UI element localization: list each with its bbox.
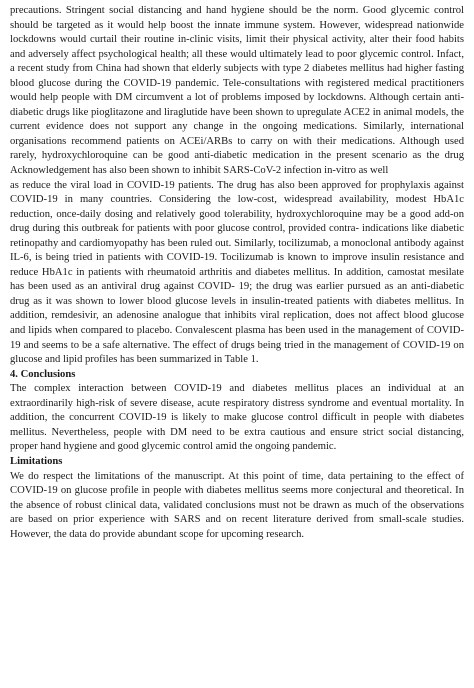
section-heading-conclusions: 4. Conclusions <box>10 368 76 380</box>
body-paragraph-viral-load: as reduce the viral load in COVID-19 patients. The drug has also been approved for prophylaxis against COVID-19 in many countries. Considering the low-cost, widespread availability, modest HbA1c reduction, once-daily dosing and relatively good tolerability, hydroxychloroquine may be a good add-on drug during this outbreak for patients with poor glucose control, provided contra- indications like diabetic retinopathy and cardiomyopathy has been ruled out. Similarly, tocilizumab, a monoclonal antibody against IL-6, is being tried in patients with COVID-19. Tocilizumab is known to improve insulin resistance and reduce HbA1c in patients with rheumatoid arthritis and diabetes mellitus. In addition, camostat mesilate has been used as an antiviral drug against COVID- 19; the drug was earlier pursued as an anti-diabetic drug as it was shown to lower blood glucose levels in insulin-treated patients with diabetes mellitus. In addition, remdesivir, an adenosine analogue that inhibits viral replication, does not affect blood glucose and lipids when compared to placebo. Convalescent plasma has been used in the management of COVID-19 and seems to be a safe alternative. The effect of drugs being tried in the management of COVID-19 on glucose and lipid profiles has been summarized in Table 1. <box>10 179 464 366</box>
section-heading-limitations: Limitations <box>10 455 63 467</box>
body-paragraph-precautions: precautions. Stringent social distancing and hand hygiene should be the norm. Good glycemic control should be targeted as it would help boost the innate immune system. However, widespread nationwide lockdowns would curtail their routine in-clinic visits, limit their physical activity, alter their food habits and adversely affect psychological health; all these would ultimately lead to poor glycemic control. Infact, a recent study from China had shown that elderly subjects with type 2 diabetes mellitus had higher fasting blood glucose during the COVID-19 pandemic. Tele-consultations with registered medical practitioners would help people with DM circumvent a lot of problems imposed by lockdowns. Although certain anti-diabetic drugs like pioglitazone and liraglutide have been shown to upregulate ACE2 in animal models, the current evidence does not support any change in the ongoing medications. Similarly, international organisations recommend patients on ACEi/ARBs to carry on with their medications. Although used rarely, hydroxychloroquine can be good anti-diabetic medication in the present scenario as the drug Acknowledgement has also been shown to inhibit SARS-CoV-2 infection in-vitro as well <box>10 5 464 177</box>
body-paragraph-conclusions: The complex interaction between COVID-19 and diabetes mellitus places an individual at an extraordinarily high-risk of severe disease, acute respiratory distress syndrome and eventual mortality. In addition, the concurrent COVID-19 is likely to make glucose control difficult in people with diabetes mellitus. Nevertheless, people with DM need to be extra cautious and ensure strict social distancing, proper hand hygiene and good glycemic control amid the ongoing pandemic. <box>10 383 464 453</box>
body-paragraph-limitations: We do respect the limitations of the manuscript. At this point of time, data pertaining to the effect of COVID-19 on glucose profile in people with diabetes mellitus seems more conjectural and theoretical. In the absence of robust clinical data, validated conclusions must not be drawn as much of the observations are based on prior experience with SARS and on recent literature derived from small-scale studies. However, the data do provide abundant scope for upcoming research. <box>10 470 464 540</box>
